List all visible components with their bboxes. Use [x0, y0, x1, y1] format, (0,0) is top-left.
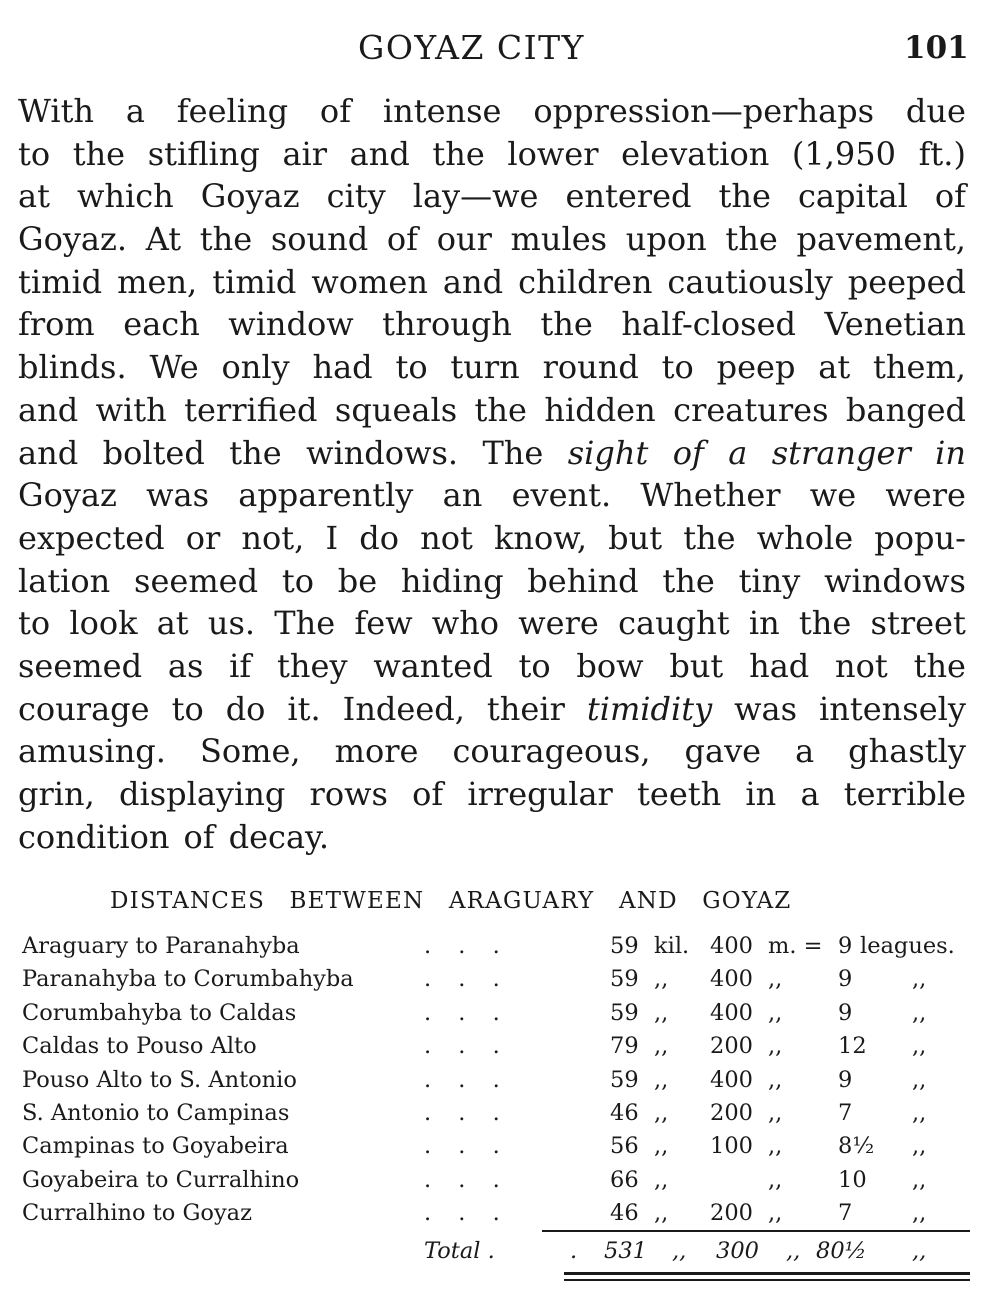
table-row: [0, 1164, 1000, 1197]
word: with: [95, 390, 167, 429]
word: half-closed: [621, 305, 797, 344]
word: of: [183, 817, 215, 856]
word: terrible: [843, 775, 966, 813]
table-row: [0, 997, 1000, 1030]
total-kilometres: 531: [604, 1238, 647, 1264]
word: were: [885, 476, 966, 515]
word: intensely: [819, 689, 966, 728]
word: The: [274, 604, 336, 643]
word: lower: [507, 134, 599, 173]
word: window: [228, 305, 354, 344]
word: not: [420, 518, 473, 557]
kilometres: 59: [610, 933, 639, 959]
word: more: [334, 732, 419, 771]
route-name: Corumbahyba to Caldas: [22, 999, 297, 1026]
table-row: [0, 1197, 1000, 1230]
word: the: [432, 134, 485, 173]
word: Goyaz: [18, 476, 117, 515]
kil-unit: kil.: [654, 933, 690, 959]
word: each: [123, 305, 200, 344]
metres: 400: [710, 1066, 753, 1093]
total-leagues-ditto: ,,: [912, 1238, 927, 1264]
word: cautiously: [667, 262, 833, 301]
leader-dots: . . .: [424, 1200, 510, 1227]
total-metres: 300: [716, 1238, 759, 1264]
word: With: [18, 92, 95, 130]
text-line: [18, 389, 966, 432]
m-unit: m. =: [768, 933, 823, 959]
word: be: [337, 561, 378, 600]
word: windows.: [306, 433, 459, 472]
route-name: Araguary to Paranahyba: [22, 933, 300, 959]
table-row: [0, 963, 1000, 996]
word: hiding: [400, 561, 504, 600]
word: of: [672, 433, 704, 472]
text-line: [18, 90, 966, 133]
leagues-ditto: ,,: [912, 966, 927, 993]
total-rule-double-1: [564, 1272, 970, 1275]
word: expected: [18, 518, 165, 557]
word: at: [18, 177, 50, 216]
metres: 400: [710, 999, 753, 1026]
leagues-unit: leagues.: [860, 933, 955, 959]
word: the: [798, 604, 852, 643]
table-title: DISTANCES BETWEEN ARAGUARY AND GOYAZ: [110, 888, 792, 914]
word: of: [934, 177, 966, 216]
word: lay—we: [412, 177, 539, 216]
word: wanted: [373, 646, 493, 685]
leagues: 9: [838, 933, 853, 959]
word: to: [171, 689, 204, 728]
text-line: [18, 432, 966, 475]
word: do: [359, 518, 399, 557]
word: squeals: [334, 390, 458, 429]
word: of: [386, 220, 419, 259]
word: entered: [565, 177, 692, 216]
word: city: [326, 177, 386, 216]
word: through: [382, 305, 512, 344]
word: which: [76, 177, 174, 216]
word: an: [442, 476, 483, 515]
word: I: [325, 518, 339, 557]
word: to: [281, 561, 314, 600]
leader-dots: . . .: [424, 999, 510, 1026]
text-line: [18, 773, 966, 816]
word: it.: [287, 689, 321, 728]
kilometres: 46: [610, 1099, 639, 1126]
word: pavement,: [796, 220, 966, 259]
word: grin,: [18, 775, 95, 813]
word: oppression—perhaps: [533, 92, 875, 130]
table-row: [0, 1064, 1000, 1097]
word: rows: [309, 775, 388, 813]
word: event.: [511, 476, 612, 515]
text-line: [18, 346, 966, 389]
word: but: [608, 518, 663, 557]
kil-unit: ,,: [654, 1200, 669, 1227]
word: Goyaz.: [18, 220, 128, 259]
leader-dots: . . .: [424, 1166, 510, 1193]
word: children: [518, 262, 653, 301]
word: to: [395, 348, 428, 387]
metres: 200: [710, 1099, 753, 1126]
word: Whether: [640, 476, 781, 515]
kilometres: 79: [610, 1033, 639, 1060]
table-row: [0, 930, 1000, 963]
word: look: [69, 604, 138, 643]
route-name: Goyabeira to Curralhino: [22, 1166, 300, 1193]
word: sound: [270, 220, 369, 259]
m-unit: ,,: [768, 1099, 783, 1126]
leagues: 7: [838, 1200, 853, 1227]
distance-table: [0, 930, 1000, 1231]
word: know,: [493, 518, 587, 557]
word: or: [185, 518, 221, 557]
word: the: [662, 561, 715, 600]
word: as: [167, 646, 204, 685]
kilometres: 56: [610, 1133, 639, 1160]
page-header: [0, 28, 1000, 72]
kil-unit: ,,: [654, 1033, 669, 1060]
word: the: [72, 134, 126, 173]
word: peeped: [847, 262, 966, 301]
leagues: 10: [838, 1166, 867, 1193]
word: the: [725, 220, 778, 259]
metres: 200: [710, 1200, 753, 1227]
word: had: [312, 348, 373, 387]
word: The: [482, 433, 544, 472]
word: to: [18, 134, 51, 173]
word: round: [542, 348, 639, 387]
word: to: [518, 646, 551, 685]
kil-unit: ,,: [654, 966, 669, 993]
text-line: [18, 816, 966, 859]
total-label: Total .: [424, 1238, 495, 1264]
word: and: [18, 433, 79, 472]
leader-dots: . . .: [424, 966, 510, 993]
leagues: 7: [838, 1099, 853, 1126]
word: a: [800, 775, 820, 813]
table-row: [0, 1097, 1000, 1130]
word: to: [18, 604, 51, 643]
word: courage: [18, 689, 150, 728]
kil-unit: ,,: [654, 1166, 669, 1193]
m-unit: ,,: [768, 1033, 783, 1060]
word: men,: [117, 262, 198, 301]
word: peep: [716, 348, 796, 387]
total-m-ditto: ,,: [786, 1238, 801, 1264]
word: hidden: [544, 390, 656, 429]
text-line: [18, 133, 966, 176]
text-line: [18, 645, 966, 688]
total-kil-ditto: ,,: [672, 1238, 687, 1264]
word: and: [442, 262, 504, 301]
word: windows: [824, 561, 966, 600]
text-line: [18, 261, 966, 304]
word: air: [282, 134, 328, 173]
text-line: [18, 688, 966, 731]
word: a: [125, 92, 145, 130]
word: were: [518, 604, 599, 643]
m-unit: ,,: [768, 999, 783, 1026]
m-unit: ,,: [768, 1133, 783, 1160]
kilometres: 59: [610, 1066, 639, 1093]
word: Goyaz: [200, 177, 300, 216]
text-line: [18, 303, 966, 346]
text-line: [18, 560, 966, 603]
word: few: [354, 604, 413, 643]
word: the: [199, 220, 253, 259]
leader-dots: . . .: [424, 1066, 510, 1093]
word: the: [540, 305, 593, 344]
leagues-ditto: ,,: [912, 1066, 927, 1093]
route-name: S. Antonio to Campinas: [22, 1099, 290, 1126]
word: in: [935, 433, 966, 472]
word: popu-: [874, 518, 966, 557]
word: creatures: [673, 390, 829, 429]
total-row: [0, 1235, 1000, 1271]
kilometres: 66: [610, 1166, 639, 1193]
word: decay.: [228, 817, 330, 856]
total-rule-top: [542, 1230, 970, 1232]
word: tiny: [738, 561, 801, 600]
leagues: 8½: [838, 1133, 875, 1160]
word: was: [734, 689, 798, 728]
word: timid: [212, 262, 297, 301]
leagues-ditto: ,,: [912, 1099, 927, 1126]
word: they: [277, 646, 348, 685]
total-dot: .: [570, 1238, 578, 1264]
word: us.: [207, 604, 256, 643]
word: gave: [684, 732, 762, 771]
word: due: [905, 92, 966, 130]
word: their: [486, 689, 565, 728]
word: courageous,: [452, 732, 651, 771]
kil-unit: ,,: [654, 999, 669, 1026]
leagues-ditto: ,,: [912, 1133, 927, 1160]
text-line: [18, 730, 966, 773]
word: At: [145, 220, 182, 259]
leagues: 9: [838, 966, 853, 993]
total-rule-double-2: [564, 1279, 970, 1281]
word: a: [795, 732, 815, 771]
leagues-ditto: ,,: [912, 1033, 927, 1060]
table-row: [0, 1130, 1000, 1163]
word: seemed: [18, 646, 143, 685]
word: blinds.: [18, 348, 127, 387]
word: (1,950: [791, 134, 896, 173]
table-row: [0, 1030, 1000, 1063]
word: Venetian: [824, 305, 966, 344]
word: Indeed,: [342, 689, 465, 728]
word: of: [319, 92, 352, 130]
word: ft.): [918, 134, 966, 173]
word: capital: [797, 177, 908, 216]
word: mules: [510, 220, 608, 259]
word: to: [661, 348, 694, 387]
word: displaying: [118, 775, 286, 813]
kilometres: 59: [610, 966, 639, 993]
word: apparently: [238, 476, 414, 515]
word: street: [870, 604, 966, 643]
text-line: [18, 602, 966, 645]
word: intense: [382, 92, 502, 130]
leader-dots: . . .: [424, 1099, 510, 1126]
word: the: [229, 433, 282, 472]
kilometres: 46: [610, 1200, 639, 1227]
word: women: [311, 262, 428, 301]
word: the: [474, 390, 527, 429]
leagues: 9: [838, 999, 853, 1026]
word: from: [18, 305, 95, 344]
word: if: [229, 646, 252, 685]
word: the: [683, 518, 736, 557]
running-title: GOYAZ CITY: [358, 28, 585, 67]
word: bolted: [102, 433, 205, 472]
word: bow: [576, 646, 644, 685]
word: at: [156, 604, 189, 643]
route-name: Caldas to Pouso Alto: [22, 1033, 257, 1060]
word: was: [146, 476, 209, 515]
leagues-ditto: ,,: [912, 1200, 927, 1227]
word: whole: [756, 518, 854, 557]
word: caught: [618, 604, 730, 643]
word: condition: [18, 817, 170, 856]
word: who: [431, 604, 500, 643]
leagues: 9: [838, 1066, 853, 1093]
word: sight: [567, 433, 649, 472]
m-unit: ,,: [768, 966, 783, 993]
word: had: [749, 646, 810, 685]
word: of: [412, 775, 444, 813]
kil-unit: ,,: [654, 1133, 669, 1160]
word: timidity: [586, 689, 713, 728]
word: at: [818, 348, 851, 387]
route-name: Paranahyba to Corumbahyba: [22, 966, 354, 993]
m-unit: ,,: [768, 1166, 783, 1193]
page-number: 101: [904, 30, 969, 66]
kilometres: 59: [610, 999, 639, 1026]
leagues-ditto: ,,: [912, 1166, 927, 1193]
kil-unit: ,,: [654, 1066, 669, 1093]
body-paragraph: [18, 90, 966, 858]
metres: 400: [710, 966, 753, 993]
word: not: [835, 646, 888, 685]
word: teeth: [637, 775, 722, 813]
word: elevation: [621, 134, 770, 173]
leader-dots: . . .: [424, 933, 510, 959]
word: the: [913, 646, 966, 685]
word: timid: [18, 262, 103, 301]
word: our: [436, 220, 492, 259]
leagues-ditto: ,,: [912, 999, 927, 1026]
word: we: [809, 476, 857, 515]
word: seemed: [134, 561, 259, 600]
metres: 400: [710, 933, 753, 959]
text-line: [18, 517, 966, 560]
word: and: [18, 390, 79, 429]
word: ghastly: [848, 732, 966, 771]
word: them,: [873, 348, 966, 387]
word: amusing.: [18, 732, 166, 771]
leagues: 12: [838, 1033, 867, 1060]
word: the: [718, 177, 771, 216]
route-name: Curralhino to Goyaz: [22, 1200, 252, 1227]
m-unit: ,,: [768, 1200, 783, 1227]
route-name: Campinas to Goyabeira: [22, 1133, 289, 1160]
word: terrified: [184, 390, 318, 429]
metres: 200: [710, 1033, 753, 1060]
word: banged: [845, 390, 966, 429]
kil-unit: ,,: [654, 1099, 669, 1126]
word: lation: [18, 561, 111, 600]
word: Some,: [199, 732, 301, 771]
word: in: [748, 604, 780, 643]
word: not,: [241, 518, 305, 557]
word: We: [149, 348, 199, 387]
leader-dots: . . .: [424, 1133, 510, 1160]
word: only: [221, 348, 290, 387]
word: upon: [625, 220, 707, 259]
word: and: [349, 134, 410, 173]
word: do: [225, 689, 266, 728]
word: stranger: [771, 433, 911, 472]
word: in: [745, 775, 777, 813]
word: irregular: [467, 775, 613, 813]
word: behind: [527, 561, 639, 600]
word: but: [669, 646, 724, 685]
word: turn: [450, 348, 520, 387]
word: feeling: [176, 92, 289, 130]
total-leagues: 80½: [816, 1238, 867, 1264]
metres: 100: [710, 1133, 753, 1160]
word: stifling: [147, 134, 260, 173]
text-line: [18, 474, 966, 517]
m-unit: ,,: [768, 1066, 783, 1093]
route-name: Pouso Alto to S. Antonio: [22, 1066, 297, 1093]
text-line: [18, 218, 966, 261]
word: a: [728, 433, 748, 472]
text-line: [18, 175, 966, 218]
leader-dots: . . .: [424, 1033, 510, 1060]
